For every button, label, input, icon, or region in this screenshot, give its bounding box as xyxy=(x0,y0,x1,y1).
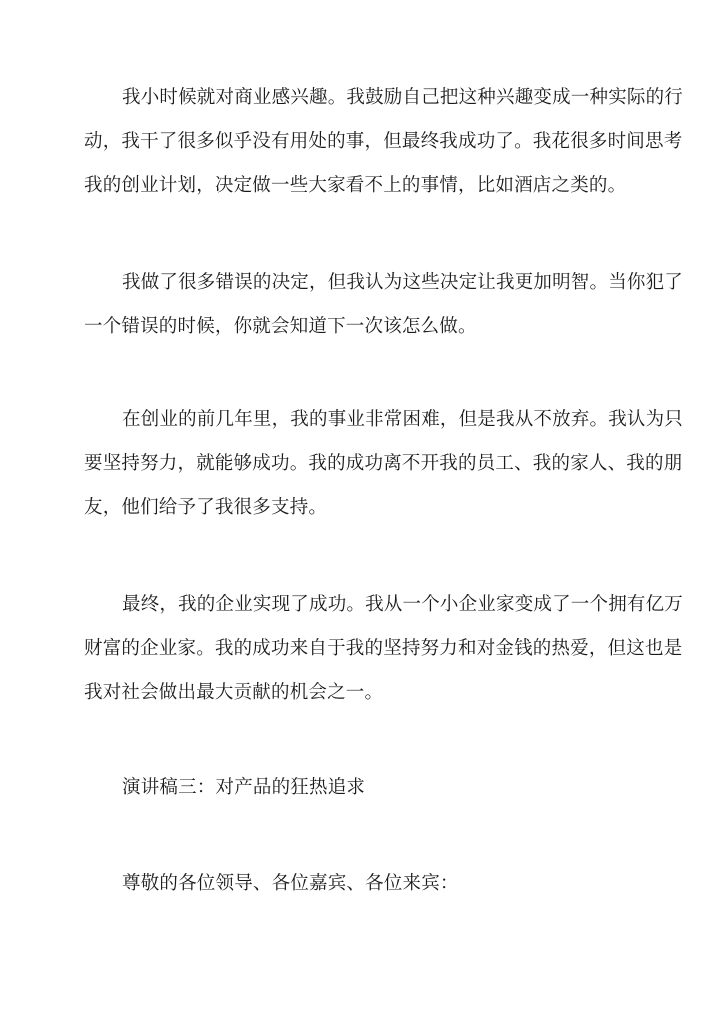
paragraph-wrong-decisions xyxy=(84,261,684,349)
speech-heading-text: 演讲稿三：对产品的狂热追求 xyxy=(122,777,366,798)
salutation xyxy=(84,862,662,906)
paragraph-line: 我的创业计划，决定做一些大家看不上的事情，比如酒店之类的。 xyxy=(84,175,627,196)
paragraph-line: 最终，我的企业实现了成功。我从一个小企业家变成了一个拥有亿万 xyxy=(122,594,684,615)
paragraph-final-success xyxy=(84,583,684,715)
paragraph-line: 我小时候就对商业感兴趣。我鼓励自己把这种兴趣变成一种实际的行 xyxy=(122,87,684,108)
paragraph-line: 我对社会做出最大贡献的机会之一。 xyxy=(84,682,384,703)
paragraph-line: 要坚持努力，就能够成功。我的成功离不开我的员工、我的家人、我的朋 xyxy=(84,453,683,474)
salutation-text: 尊敬的各位领导、各位嘉宾、各位来宾： xyxy=(122,873,459,894)
paragraph-line: 在创业的前几年里，我的事业非常困难，但是我从不放弃。我认为只 xyxy=(122,409,684,430)
paragraph-line: 一个错误的时候，你就会知道下一次该怎么做。 xyxy=(84,316,477,337)
paragraph-line: 财富的企业家。我的成功来自于我的坚持努力和对金钱的热爱，但这也是 xyxy=(84,638,683,659)
paragraph-childhood-business xyxy=(84,76,684,208)
paragraph-line: 友，他们给予了我很多支持。 xyxy=(84,497,328,518)
paragraph-line: 动，我干了很多似乎没有用处的事，但最终我成功了。我花很多时间思考 xyxy=(84,131,683,152)
speech-heading xyxy=(84,766,662,810)
paragraph-line: 我做了很多错误的决定，但我认为这些决定让我更加明智。当你犯了 xyxy=(122,272,684,293)
paragraph-early-years xyxy=(84,398,684,530)
